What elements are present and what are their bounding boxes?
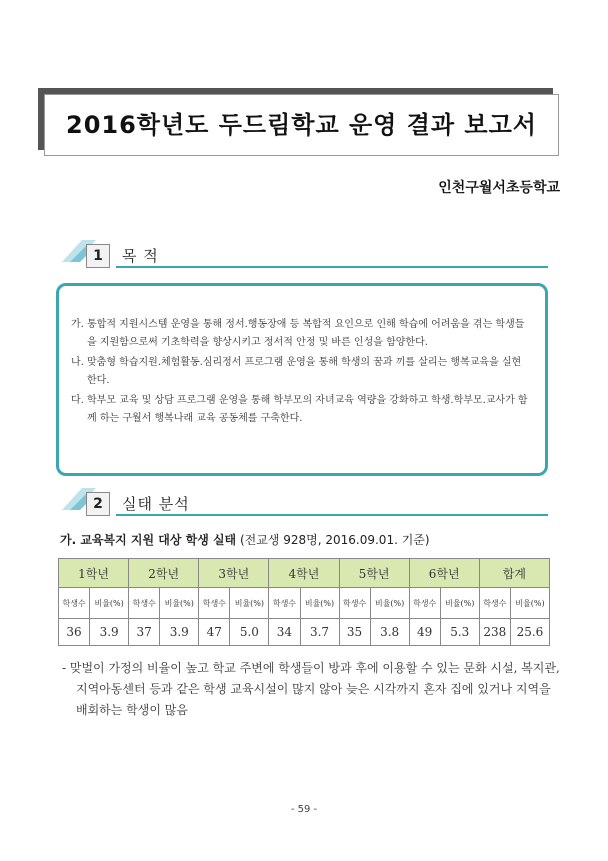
ratio-cell: 25.6: [510, 619, 549, 646]
purpose-box: [56, 283, 548, 476]
ratio-cell: 5.0: [230, 619, 269, 646]
grade-header: 5학년: [339, 559, 409, 588]
grade-header: 4학년: [269, 559, 339, 588]
sub-header-count: 학생수: [479, 588, 510, 619]
grade-header: 6학년: [409, 559, 479, 588]
section-number: 2: [86, 492, 110, 516]
sub-header-count: 학생수: [269, 588, 300, 619]
title-box: [44, 94, 559, 156]
purpose-item: 나. 맞춤형 학습지원.체험활동.심리정서 프로그램 운영을 통해 학생의 꿈과 끼를 살리는 행복교육을 실현한다.: [71, 357, 522, 386]
page-title: 2016학년도 두드림학교 운영 결과 보고서: [66, 111, 537, 139]
grade-header-row: [59, 559, 550, 588]
student-count-cell: 49: [409, 619, 440, 646]
school-name: 인천구월서초등학교: [438, 180, 560, 196]
analysis-note: - 맞벌이 가정의 비율이 높고 학교 주변에 학생들이 방과 후에 이용할 수 있는 문화 시설, 복지관, 지역아동센터 등과 같은 학생 교육시설이 많지 않아 늦은 시각까지 혼자 집에 있거나 지역을 배회하는 학생이 많음: [62, 661, 560, 717]
ratio-cell: 3.9: [160, 619, 199, 646]
student-stats-table: [58, 558, 550, 646]
sub-header-ratio: 비율(%): [440, 588, 479, 619]
subhead-detail: (전교생 928명, 2016.09.01. 기준): [236, 533, 430, 547]
sub-header-ratio: 비율(%): [230, 588, 269, 619]
sub-header-count: 학생수: [339, 588, 370, 619]
sub-header-ratio: 비율(%): [510, 588, 549, 619]
sub-header-count: 학생수: [409, 588, 440, 619]
section-1-header: [58, 236, 548, 270]
grade-header: 3학년: [199, 559, 269, 588]
value-row: [59, 619, 550, 646]
ratio-cell: 3.9: [90, 619, 129, 646]
section-2-header: [58, 484, 548, 518]
student-count-cell: 36: [59, 619, 90, 646]
student-count-cell: 238: [479, 619, 510, 646]
ratio-cell: 5.3: [440, 619, 479, 646]
subhead-title: 가. 교육복지 지원 대상 학생 실태: [60, 533, 237, 547]
sub-header-ratio: 비율(%): [300, 588, 339, 619]
grade-header: 2학년: [129, 559, 199, 588]
section-label: 실태 분석: [122, 495, 190, 513]
grade-header: 합계: [479, 559, 549, 588]
sub-header-row: [59, 588, 550, 619]
section-rule: [116, 514, 548, 516]
purpose-item: 가. 통합적 지원시스템 운영을 통해 정서.행동장애 등 복합적 요인으로 인해 학습에 어려움을 겪는 학생들을 지원함으로써 기초학력을 향상시키고 정서적 안정 및 바른 인성을 함양한다.: [71, 319, 525, 348]
sub-header-ratio: 비율(%): [90, 588, 129, 619]
student-count-cell: 47: [199, 619, 230, 646]
sub-header-count: 학생수: [129, 588, 160, 619]
sub-header-ratio: 비율(%): [160, 588, 199, 619]
section-number: 1: [86, 244, 110, 268]
sub-header-ratio: 비율(%): [370, 588, 409, 619]
student-count-cell: 34: [269, 619, 300, 646]
student-count-cell: 35: [339, 619, 370, 646]
section-rule: [116, 266, 548, 268]
page-number: - 59 -: [290, 804, 318, 815]
sub-header-count: 학생수: [199, 588, 230, 619]
section-label: 목 적: [122, 247, 159, 265]
grade-header: 1학년: [59, 559, 129, 588]
purpose-item: 다. 학부모 교육 및 상담 프로그램 운영을 통해 학부모의 자녀교육 역량을 강화하고 학생.학부모.교사가 함께 하는 구월서 행복나래 교육 공동체를 구축한다.: [71, 395, 528, 424]
table-subhead: [60, 531, 430, 548]
sub-header-count: 학생수: [59, 588, 90, 619]
student-count-cell: 37: [129, 619, 160, 646]
ratio-cell: 3.7: [300, 619, 339, 646]
ratio-cell: 3.8: [370, 619, 409, 646]
